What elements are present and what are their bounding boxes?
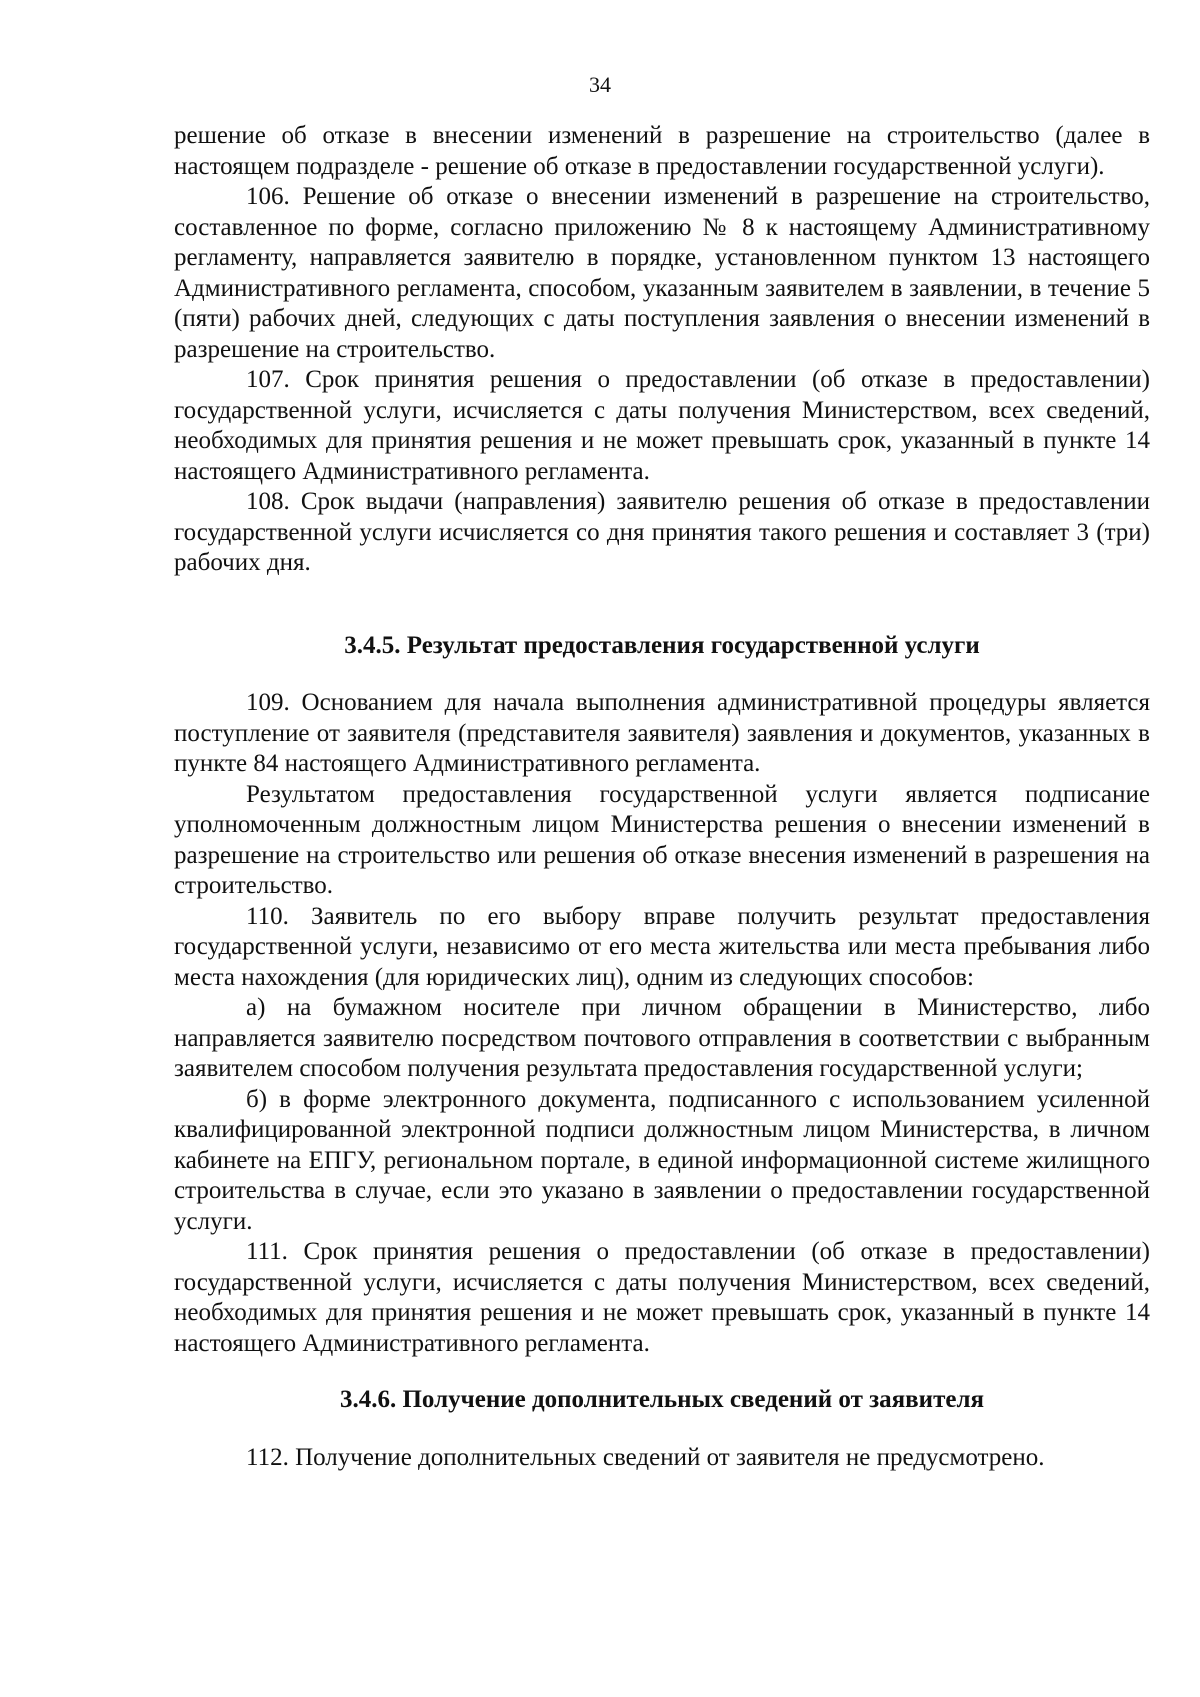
paragraph-result: Результатом предоставления государственной услуги является подписание уполномоченным должностным лицом Министерства решения о внесении изменений в разрешение на строительство или решения об отказе внесения изменений в разрешения на строительство. — [174, 780, 1150, 899]
section-spacer — [174, 579, 1150, 631]
paragraph-110-b: б) в форме электронного документа, подписанного с использованием усиленной квалифицированной электронной подписи должностным лицом Министерства, в личном кабинете на ЕПГУ, региональном портале, в единой информационной системе жилищного строительства в случае, если это указано в заявлении о предоставлении государственной услуги. — [174, 1085, 1150, 1235]
paragraph-106: 106. Решение об отказе о внесении изменений в разрешение на строительство, составленное по форме, согласно приложению № 8 к настоящему Административному регламенту, направляется заявителю в порядке, установленном пунктом 13 настоящего Административного регламента, способом, указанным заявителем в заявлении, в течение 5 (пяти) рабочих дней, следующих с даты поступления заявления о внесении изменений в разрешение на строительство. — [174, 183, 1150, 363]
section-spacer — [174, 1359, 1150, 1385]
paragraph-continuation: решение об отказе в внесении изменений в разрешение на строительство (далее в настоящем подразделе - решение об отказе в предоставлении государственной услуги). — [174, 122, 1150, 180]
document-body — [174, 121, 1150, 1473]
paragraph-108: 108. Срок выдачи (направления) заявителю решения об отказе в предоставлении государственной услуги исчисляется со дня принятия такого решения и составляет 3 (три) рабочих дня. — [174, 488, 1150, 576]
heading-spacer — [174, 661, 1150, 688]
paragraph-110: 110. Заявитель по его выбору вправе получить результат предоставления государственной услуги, независимо от его места жительства или места пребывания либо места нахождения (для юридических лиц), одним из следующих способов: — [174, 902, 1150, 991]
paragraph-107: 107. Срок принятия решения о предоставлении (об отказе в предоставлении) государственной услуги, исчисляется с даты получения Министерством, всех сведений, необходимых для принятия решения и не может превышать срок, указанный в пункте 14 настоящего Административного регламента. — [174, 366, 1150, 485]
section-heading-3-4-5: 3.4.5. Результат предоставления государственной услуги — [344, 631, 980, 659]
paragraph-110-a: а) на бумажном носителе при личном обращении в Министерство, либо направляется заявителю посредством почтового отправления в соответствии с выбранным заявителем способом получения результата предоставления государственной услуги; — [174, 994, 1150, 1082]
paragraph-111: 111. Срок принятия решения о предоставлении (об отказе в предоставлении) государственной услуги, исчисляется с даты получения Министерством, всех сведений, необходимых для принятия решения и не может превышать срок, указанный в пункте 14 настоящего Административного регламента. — [174, 1238, 1150, 1357]
page-number: 34 — [589, 72, 611, 97]
paragraph-109: 109. Основанием для начала выполнения административной процедуры является поступление от заявителя (представителя заявителя) заявления и документов, указанных в пункте 84 настоящего Административного регламента. — [174, 689, 1150, 777]
paragraph-112: 112. Получение дополнительных сведений от заявителя не предусмотрено. — [246, 1443, 1045, 1471]
heading-spacer — [174, 1416, 1150, 1443]
section-heading-3-4-6: 3.4.6. Получение дополнительных сведений от заявителя — [339, 1386, 985, 1413]
